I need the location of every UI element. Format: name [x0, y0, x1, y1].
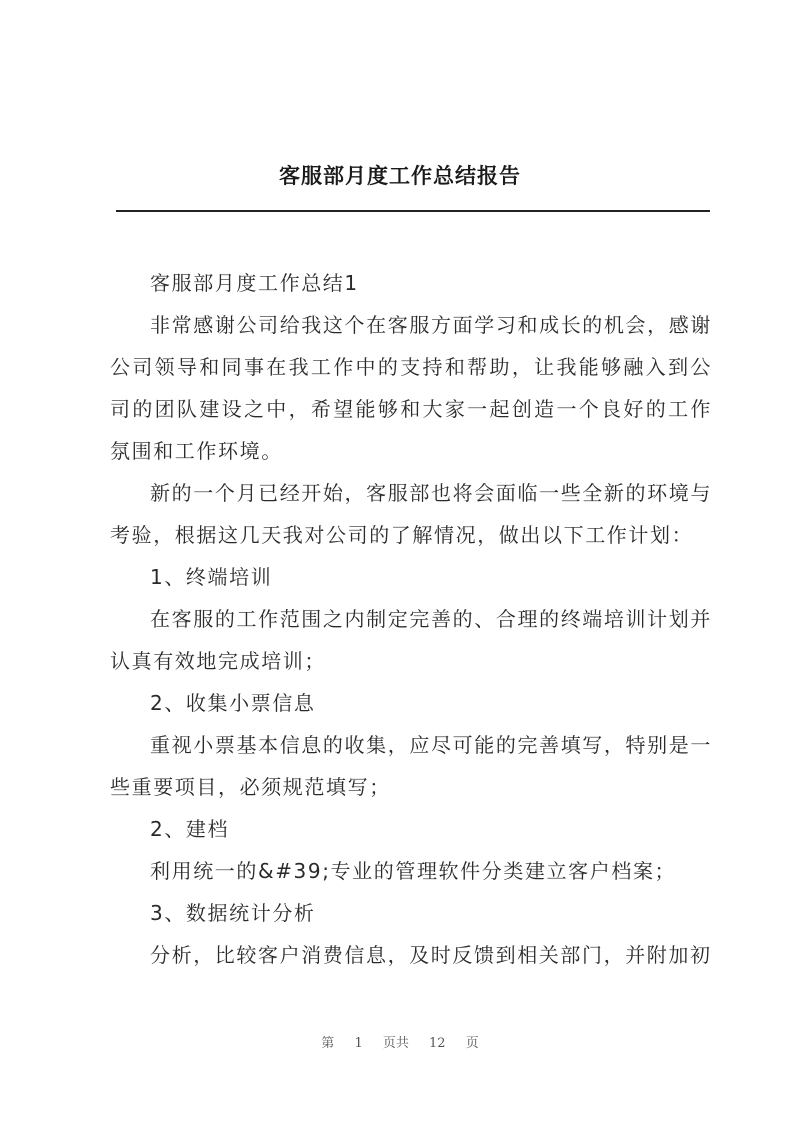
body-paragraph: 新的一个月已经开始，客服部也将会面临一些全新的环境与考验，根据这几天我对公司的了解情况，做出以下工作计划： [110, 481, 712, 547]
page-label-mid: 页共 [382, 1036, 409, 1051]
body-paragraph: 重视小票基本信息的收集，应尽可能的完善填写，特别是一些重要项目，必须规范填写； [110, 733, 712, 799]
current-page-number: 1 [354, 1036, 363, 1051]
page-label-suffix: 页 [465, 1036, 479, 1051]
list-heading: 2、收集小票信息 [150, 691, 316, 715]
body-paragraph: 非常感谢公司给我这个在客服方面学习和成长的机会，感谢公司领导和同事在我工作中的支持和帮助，让我能够融入到公司的团队建设之中，希望能够和大家一起创造一个良好的工作氛围和工作环境。 [110, 313, 712, 463]
total-page-count: 12 [429, 1036, 446, 1051]
list-heading: 2、建档 [150, 817, 230, 841]
body-paragraph: 分析，比较客户消费信息，及时反馈到相关部门，并附加初 [150, 943, 712, 967]
title-underline [116, 210, 710, 212]
body-paragraph: 利用统一的&#39;专业的管理软件分类建立客户档案； [150, 859, 677, 883]
page-footer [0, 1032, 800, 1051]
page-label-prefix: 第 [321, 1036, 335, 1051]
body-paragraph: 在客服的工作范围之内制定完善的、合理的终端培训计划并认真有效地完成培训； [110, 607, 712, 673]
document-body [110, 262, 712, 976]
document-title: 客服部月度工作总结报告 [279, 163, 521, 188]
section-heading: 客服部月度工作总结1 [150, 271, 359, 295]
list-heading: 1、终端培训 [150, 565, 273, 589]
list-heading: 3、数据统计分析 [150, 901, 316, 925]
